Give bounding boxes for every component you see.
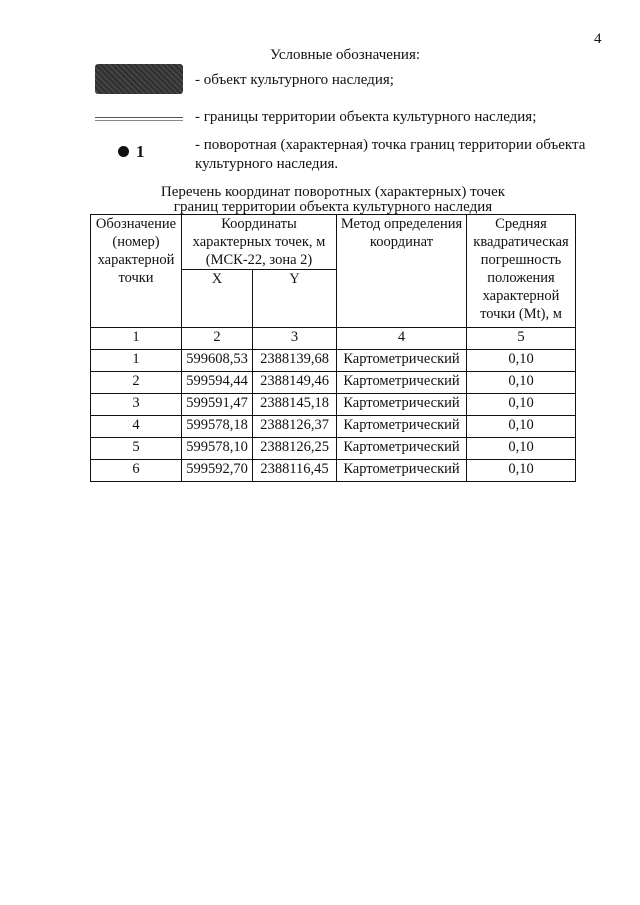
page-number: 4 — [594, 31, 602, 47]
x-coordinate: 599578,10 — [182, 438, 253, 460]
table-row — [91, 460, 576, 482]
point-number: 3 — [91, 394, 182, 416]
legend-item-object: - объект культурного наследия; — [195, 72, 394, 88]
table-row — [91, 394, 576, 416]
column-number: 2 — [182, 328, 253, 350]
point-number: 4 — [91, 416, 182, 438]
y-coordinate: 2388116,45 — [253, 460, 337, 482]
column-number: 1 — [91, 328, 182, 350]
point-number: 2 — [91, 372, 182, 394]
territory-border-line-symbol — [95, 117, 183, 121]
header-x: X — [182, 270, 253, 328]
header-method: Метод определения координат — [337, 215, 467, 328]
table-title-line-1: Перечень координат поворотных (характерных) точек — [160, 184, 506, 200]
method: Картометрический — [337, 460, 467, 482]
mean-error: 0,10 — [467, 438, 576, 460]
table-header-row — [91, 215, 576, 270]
column-number: 3 — [253, 328, 337, 350]
column-number: 5 — [467, 328, 576, 350]
table-row — [91, 350, 576, 372]
table-title-line-2: границ территории объекта культурного наследия — [173, 199, 493, 215]
header-mean-error: Средняя квадратическая погрешность положения характерной точки (Mt), м — [467, 215, 576, 328]
legend-item-turning-point: - поворотная (характерная) точка границ территории объекта культурного наследия. — [195, 137, 586, 172]
header-point-designation: Обозначение (номер) характерной точки — [91, 215, 182, 328]
turning-point-symbol-label: 1 — [136, 142, 145, 161]
header-coordinates: Координаты характерных точек, м (МСК-22, зона 2) — [182, 215, 337, 270]
header-y: Y — [253, 270, 337, 328]
coordinates-table — [90, 214, 576, 482]
x-coordinate: 599608,53 — [182, 350, 253, 372]
mean-error: 0,10 — [467, 394, 576, 416]
x-coordinate: 599578,18 — [182, 416, 253, 438]
x-coordinate: 599591,47 — [182, 394, 253, 416]
method: Картометрический — [337, 416, 467, 438]
mean-error: 0,10 — [467, 350, 576, 372]
method: Картометрический — [337, 394, 467, 416]
method: Картометрический — [337, 438, 467, 460]
legend-title: Условные обозначения: — [270, 47, 421, 63]
point-number: 1 — [91, 350, 182, 372]
column-number: 4 — [337, 328, 467, 350]
mean-error: 0,10 — [467, 460, 576, 482]
y-coordinate: 2388126,37 — [253, 416, 337, 438]
y-coordinate: 2388126,25 — [253, 438, 337, 460]
y-coordinate: 2388139,68 — [253, 350, 337, 372]
cultural-heritage-object-symbol — [95, 64, 183, 94]
x-coordinate: 599594,44 — [182, 372, 253, 394]
mean-error: 0,10 — [467, 416, 576, 438]
mean-error: 0,10 — [467, 372, 576, 394]
y-coordinate: 2388145,18 — [253, 394, 337, 416]
column-number-row — [91, 328, 576, 350]
table-title — [90, 185, 576, 215]
method: Картометрический — [337, 350, 467, 372]
method: Картометрический — [337, 372, 467, 394]
table-row — [91, 438, 576, 460]
table-row — [91, 372, 576, 394]
point-number: 6 — [91, 460, 182, 482]
x-coordinate: 599592,70 — [182, 460, 253, 482]
turning-point-dot-icon — [118, 146, 129, 157]
point-number: 5 — [91, 438, 182, 460]
legend-item-border: - границы территории объекта культурного наследия; — [195, 109, 537, 125]
table-row — [91, 416, 576, 438]
y-coordinate: 2388149,46 — [253, 372, 337, 394]
